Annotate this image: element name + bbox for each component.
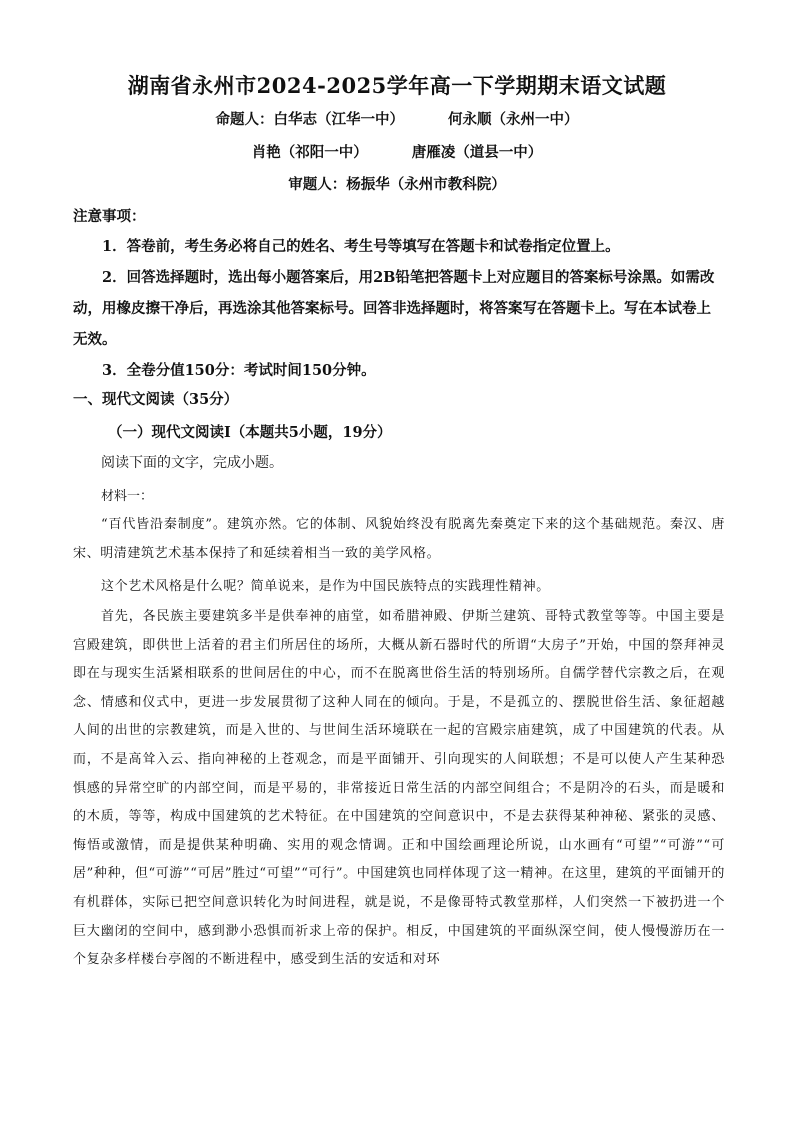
subsection-heading: （一）现代文阅读Ⅰ（本题共5小题，19分） [108, 424, 392, 441]
section-heading: 一、现代文阅读（35分） [73, 391, 239, 408]
note-item: 3．全卷分值150分：考试时间150分钟。 [102, 362, 376, 379]
body-paragraph: 这个艺术风格是什么呢？简单说来，是作为中国民族特点的实践理性精神。 [101, 579, 550, 594]
note-item: 2．回答选择题时，选出每小题答案后，用2B铅笔把答题卡上对应题目的答案标号涂黑。如需改动，用橡皮擦干净后，再选涂其他答案标号。回答非选择题时，将答案写在答题卡上。写在本试卷上无效。 [73, 269, 715, 348]
page-title: 湖南省永州市2024-2025学年高一下学期期末语文试题 [127, 73, 667, 98]
setter-3: 肖艳（祁阳一中） [251, 144, 368, 161]
setter-1: 命题人：白华志（江华一中） [215, 111, 404, 128]
material-label: 材料一： [101, 489, 154, 504]
note-item: 1．答卷前，考生务必将自己的姓名、考生号等填写在答题卡和试卷指定位置上。 [102, 238, 620, 255]
notes-heading: 注意事项： [73, 208, 146, 225]
setters-line-2 [0, 141, 794, 162]
reading-instruction: 阅读下面的文字，完成小题。 [101, 455, 283, 471]
setters-line-1 [0, 108, 794, 129]
body-paragraph: “百代皆沿秦制度”。建筑亦然。它的体制、风貌始终没有脱离先秦奠定下来的这个基础规范。秦汉、唐宋、明清建筑艺术基本保持了和延续着相当一致的美学风格。 [73, 517, 725, 561]
body-paragraph: 首先，各民族主要建筑多半是供奉神的庙堂，如希腊神殿、伊斯兰建筑、哥特式教堂等等。中国主要是宫殿建筑，即供世上活着的君主们所居住的场所，大概从新石器时代的所谓“大房子”开始，中国的祭拜神灵即在与现实生活紧相联系的世间居住的中心，而不在脱离世俗生活的特别场所。自儒学替代宗教之后，在观念、情感和仪式中，更进一步发展贯彻了这种人同在的倾向。于是，不是孤立的、摆脱世俗生活、象征超越人间的出世的宗教建筑，而是入世的、与世间生活环境联在一起的宫殿宗庙建筑，成了中国建筑的代表。从而，不是高耸入云、指向神秘的上苍观念，而是平面铺开、引向现实的人间联想；不是可以使人产生某种恐惧感的异常空旷的内部空间，而是平易的，非常接近日常生活的内部空间组合；不是阴冷的石头，而是暖和的木质，等等，构成中国建筑的艺术特征。在中国建筑的空间意识中，不是去获得某种神秘、紧张的灵感、悔悟或激情，而是提供某种明确、实用的观念情调。正和中国绘画理论所说，山水画有“可望”“可游”“可居”种种，但“可游”“可居”胜过“可望”“可行”。中国建筑也同样体现了这一精神。在这里，建筑的平面铺开的有机群体，实际已把空间意识转化为时间进程，就是说，不是像哥特式教堂那样，人们突然一下被扔进一个巨大幽闭的空间中，感到渺小恐惧而祈求上帝的保护。相反，中国建筑的平面纵深空间，使人慢慢游历在一个复杂多样楼台亭阁的不断进程中，感受到生活的安适和对环 [73, 609, 725, 968]
setter-2: 何永顺（永州一中） [448, 111, 579, 128]
reviewer-line: 审题人：杨振华（永州市教科院） [288, 176, 506, 193]
setter-4: 唐雁凌（道县一中） [411, 144, 543, 161]
